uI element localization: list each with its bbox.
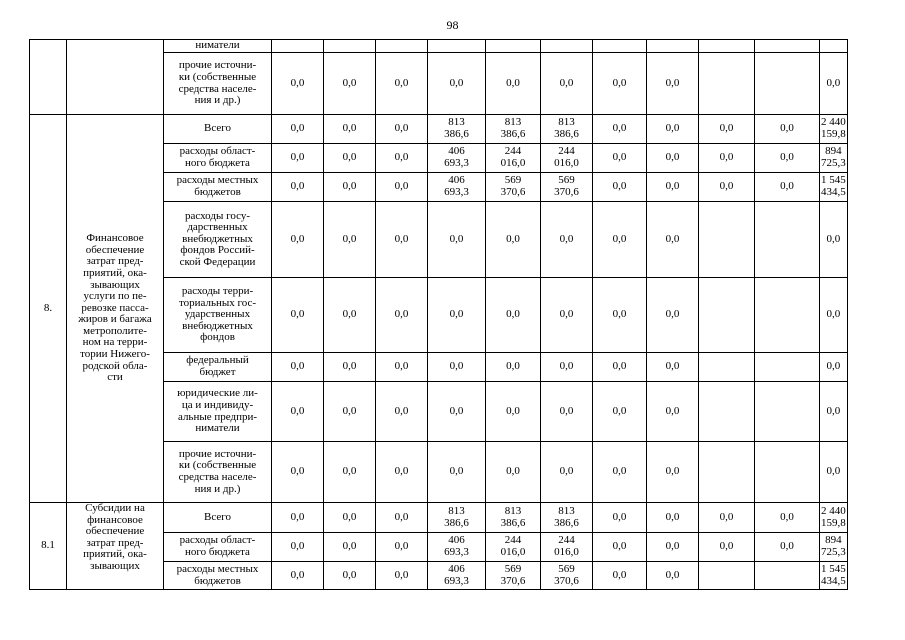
value-cell: 0,0 — [541, 278, 593, 353]
value-cell: 0,0 — [541, 53, 593, 115]
value-cell: 0,0 — [428, 53, 486, 115]
value-cell: 244 016,0 — [541, 533, 593, 562]
value-cell: 813 386,6 — [541, 503, 593, 533]
value-cell: 0,0 — [593, 533, 647, 562]
value-cell: 406 693,3 — [428, 533, 486, 562]
value-cell: 0,0 — [324, 353, 376, 382]
value-cell: 0,0 — [324, 382, 376, 442]
value-cell — [376, 40, 428, 53]
value-cell: 0,0 — [593, 278, 647, 353]
funding-source-cell: расходы местных бюджетов — [164, 562, 272, 590]
value-cell — [272, 40, 324, 53]
funding-source-cell: прочие источни- ки (собственные средства населе- ния и др.) — [164, 53, 272, 115]
value-cell: 569 370,6 — [541, 562, 593, 590]
value-cell: 0,0 — [647, 144, 699, 173]
value-cell: 0,0 — [593, 562, 647, 590]
value-cell: 244 016,0 — [541, 144, 593, 173]
value-cell — [755, 202, 820, 278]
table-row — [30, 40, 848, 53]
value-cell: 0,0 — [647, 562, 699, 590]
value-cell: 0,0 — [272, 53, 324, 115]
table-row — [30, 503, 848, 533]
value-cell: 0,0 — [820, 53, 848, 115]
item-number-cell: 8. — [30, 115, 67, 503]
value-cell: 0,0 — [272, 202, 324, 278]
funding-source-cell: расходы терри- ториальных гос- ударственных внебюджетных фондов — [164, 278, 272, 353]
value-cell: 0,0 — [428, 353, 486, 382]
value-cell — [755, 278, 820, 353]
value-cell: 0,0 — [324, 173, 376, 202]
value-cell: 0,0 — [376, 202, 428, 278]
value-cell: 0,0 — [272, 503, 324, 533]
value-cell — [820, 40, 848, 53]
value-cell: 0,0 — [272, 442, 324, 503]
value-cell — [541, 40, 593, 53]
value-cell — [755, 40, 820, 53]
value-cell: 0,0 — [593, 353, 647, 382]
value-cell: 0,0 — [593, 144, 647, 173]
funding-source-cell: Всего — [164, 115, 272, 144]
value-cell: 0,0 — [820, 202, 848, 278]
value-cell: 0,0 — [376, 533, 428, 562]
value-cell: 0,0 — [272, 173, 324, 202]
value-cell: 0,0 — [647, 278, 699, 353]
value-cell — [755, 382, 820, 442]
value-cell: 0,0 — [699, 115, 755, 144]
value-cell: 0,0 — [272, 562, 324, 590]
value-cell: 0,0 — [324, 503, 376, 533]
value-cell: 0,0 — [541, 382, 593, 442]
value-cell: 0,0 — [272, 353, 324, 382]
value-cell — [699, 40, 755, 53]
funding-source-cell: расходы област- ного бюджета — [164, 533, 272, 562]
value-cell: 0,0 — [486, 353, 541, 382]
value-cell — [699, 278, 755, 353]
value-cell: 0,0 — [486, 202, 541, 278]
value-cell: 1 545 434,5 — [820, 173, 848, 202]
table-row — [30, 115, 848, 144]
value-cell: 0,0 — [428, 382, 486, 442]
value-cell — [699, 353, 755, 382]
value-cell: 0,0 — [541, 353, 593, 382]
value-cell: 406 693,3 — [428, 144, 486, 173]
value-cell: 0,0 — [593, 173, 647, 202]
value-cell: 0,0 — [647, 503, 699, 533]
value-cell: 813 386,6 — [486, 503, 541, 533]
value-cell: 0,0 — [541, 442, 593, 503]
value-cell: 0,0 — [376, 353, 428, 382]
funding-source-cell: расходы област- ного бюджета — [164, 144, 272, 173]
value-cell: 0,0 — [699, 144, 755, 173]
value-cell: 0,0 — [376, 115, 428, 144]
page-number: 98 — [446, 18, 459, 32]
value-cell: 0,0 — [647, 173, 699, 202]
value-cell: 0,0 — [699, 533, 755, 562]
value-cell: 0,0 — [324, 115, 376, 144]
value-cell: 0,0 — [376, 278, 428, 353]
item-number-cell — [30, 40, 67, 115]
value-cell — [699, 382, 755, 442]
funding-source-cell: ниматели — [164, 40, 272, 53]
value-cell: 0,0 — [324, 442, 376, 503]
value-cell: 0,0 — [820, 353, 848, 382]
item-number-cell: 8.1 — [30, 503, 67, 590]
value-cell: 0,0 — [486, 278, 541, 353]
value-cell: 2 440 159,8 — [820, 115, 848, 144]
value-cell: 0,0 — [272, 115, 324, 144]
value-cell: 2 440 159,8 — [820, 503, 848, 533]
funding-source-cell: прочие источни- ки (собственные средства населе- ния и др.) — [164, 442, 272, 503]
value-cell — [699, 562, 755, 590]
funding-source-cell: федеральный бюджет — [164, 353, 272, 382]
item-name-cell — [67, 40, 164, 115]
value-cell: 0,0 — [324, 278, 376, 353]
value-cell: 0,0 — [699, 503, 755, 533]
value-cell: 0,0 — [593, 442, 647, 503]
value-cell — [755, 53, 820, 115]
value-cell — [324, 40, 376, 53]
value-cell: 0,0 — [376, 173, 428, 202]
budget-table — [29, 39, 848, 590]
funding-source-cell: Всего — [164, 503, 272, 533]
value-cell: 569 370,6 — [486, 562, 541, 590]
funding-source-cell: юридические ли- ца и индивиду- альные предпри- ниматели — [164, 382, 272, 442]
value-cell: 894 725,3 — [820, 533, 848, 562]
value-cell — [647, 40, 699, 53]
value-cell: 894 725,3 — [820, 144, 848, 173]
value-cell — [755, 442, 820, 503]
value-cell: 0,0 — [647, 382, 699, 442]
value-cell: 0,0 — [593, 503, 647, 533]
value-cell: 0,0 — [755, 115, 820, 144]
value-cell: 0,0 — [428, 442, 486, 503]
value-cell: 0,0 — [647, 53, 699, 115]
value-cell: 0,0 — [428, 202, 486, 278]
value-cell: 0,0 — [647, 442, 699, 503]
value-cell: 0,0 — [755, 503, 820, 533]
value-cell: 0,0 — [486, 442, 541, 503]
value-cell: 0,0 — [647, 353, 699, 382]
value-cell: 0,0 — [428, 278, 486, 353]
value-cell: 0,0 — [755, 144, 820, 173]
value-cell: 244 016,0 — [486, 533, 541, 562]
value-cell: 0,0 — [324, 202, 376, 278]
value-cell — [593, 40, 647, 53]
value-cell: 0,0 — [376, 53, 428, 115]
funding-source-cell: расходы местных бюджетов — [164, 173, 272, 202]
value-cell: 569 370,6 — [486, 173, 541, 202]
value-cell: 0,0 — [647, 202, 699, 278]
value-cell: 0,0 — [755, 173, 820, 202]
value-cell — [699, 53, 755, 115]
value-cell: 0,0 — [272, 382, 324, 442]
value-cell: 0,0 — [541, 202, 593, 278]
value-cell: 0,0 — [324, 144, 376, 173]
value-cell: 0,0 — [820, 442, 848, 503]
value-cell: 0,0 — [820, 278, 848, 353]
value-cell: 813 386,6 — [428, 503, 486, 533]
value-cell: 0,0 — [755, 533, 820, 562]
value-cell: 0,0 — [376, 503, 428, 533]
value-cell: 0,0 — [272, 278, 324, 353]
value-cell: 813 386,6 — [486, 115, 541, 144]
value-cell — [428, 40, 486, 53]
value-cell: 0,0 — [376, 144, 428, 173]
value-cell: 0,0 — [324, 562, 376, 590]
value-cell: 813 386,6 — [428, 115, 486, 144]
value-cell: 0,0 — [486, 382, 541, 442]
value-cell: 0,0 — [376, 382, 428, 442]
value-cell: 0,0 — [647, 533, 699, 562]
value-cell — [755, 353, 820, 382]
item-name-cell: Финансовое обеспечение затрат пред- приятий, ока- зывающих услуги по пе- ревозке пасса- жиров и багажа метрополите- ном на терри- тории Нижего- родской обла- сти — [67, 115, 164, 503]
value-cell: 0,0 — [486, 53, 541, 115]
value-cell: 0,0 — [593, 53, 647, 115]
value-cell: 0,0 — [376, 562, 428, 590]
value-cell — [699, 202, 755, 278]
value-cell: 0,0 — [324, 53, 376, 115]
value-cell — [755, 562, 820, 590]
value-cell: 813 386,6 — [541, 115, 593, 144]
value-cell: 1 545 434,5 — [820, 562, 848, 590]
value-cell: 0,0 — [376, 442, 428, 503]
value-cell: 0,0 — [272, 533, 324, 562]
value-cell — [699, 442, 755, 503]
value-cell: 406 693,3 — [428, 562, 486, 590]
item-name-cell: Субсидии на финансовое обеспечение затрат пред- приятий, ока- зывающих — [67, 503, 164, 590]
value-cell: 0,0 — [647, 115, 699, 144]
value-cell: 0,0 — [593, 115, 647, 144]
value-cell: 569 370,6 — [541, 173, 593, 202]
value-cell: 406 693,3 — [428, 173, 486, 202]
value-cell: 0,0 — [699, 173, 755, 202]
funding-source-cell: расходы госу- дарственных внебюджетных фондов Россий- ской Федерации — [164, 202, 272, 278]
value-cell: 0,0 — [272, 144, 324, 173]
value-cell: 0,0 — [593, 382, 647, 442]
value-cell: 244 016,0 — [486, 144, 541, 173]
value-cell: 0,0 — [593, 202, 647, 278]
value-cell: 0,0 — [324, 533, 376, 562]
value-cell — [486, 40, 541, 53]
value-cell: 0,0 — [820, 382, 848, 442]
